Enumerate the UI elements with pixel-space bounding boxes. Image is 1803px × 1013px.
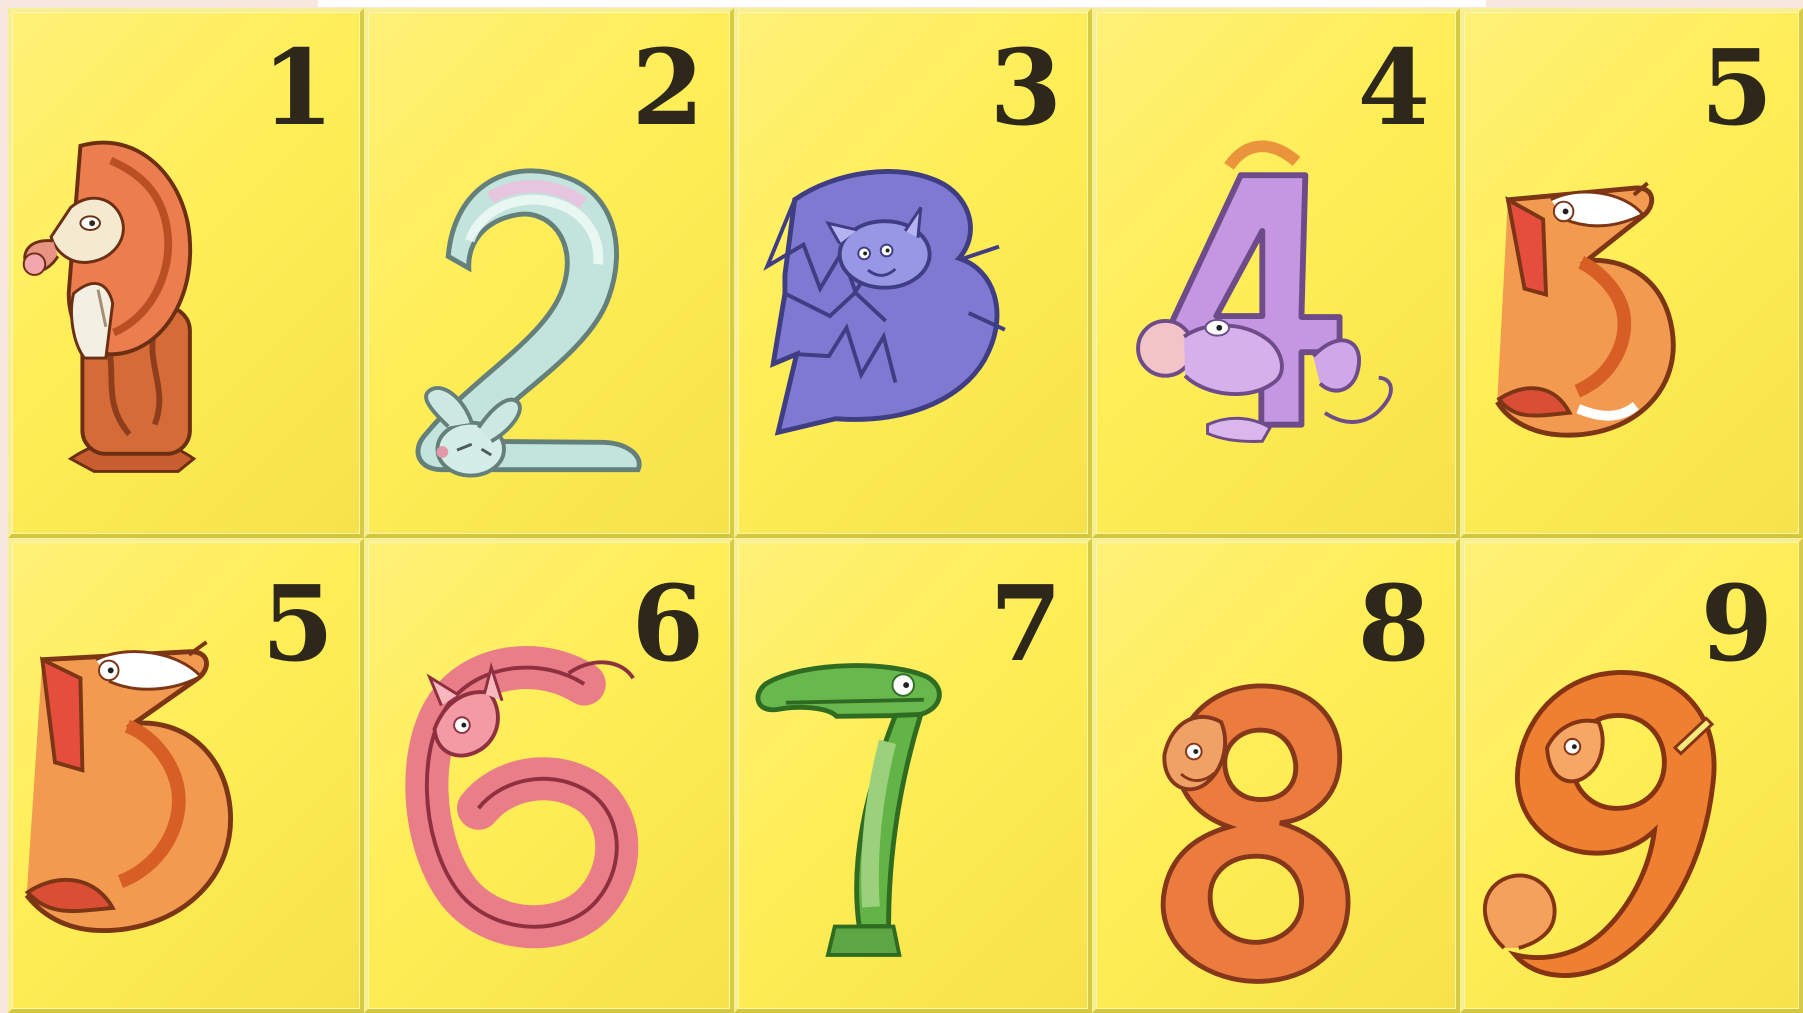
card-number-3: 3	[989, 26, 1062, 149]
number-card-2	[364, 8, 734, 538]
top-white-strip	[318, 0, 1486, 7]
card-number-5-top: 5	[1700, 26, 1773, 149]
card-number-8: 8	[1357, 562, 1430, 685]
card-number-5-bottom: 5	[261, 562, 334, 685]
number-card-9	[1460, 538, 1803, 1013]
hedgehog-illustration	[12, 12, 360, 534]
number-card-6	[364, 538, 734, 1013]
card-number-2: 2	[631, 26, 704, 149]
crocodile-illustration	[738, 542, 1088, 1009]
number-card-5-top	[1460, 8, 1803, 538]
number-card-7	[734, 538, 1092, 1013]
number-card-grid	[8, 8, 1803, 1013]
squirrel-illustration	[1464, 542, 1799, 1009]
number-card-board	[8, 8, 1803, 1013]
number-card-1	[8, 8, 364, 538]
number-card-5-bottom	[8, 538, 364, 1013]
bunny-illustration	[368, 12, 730, 534]
bat-illustration	[738, 12, 1088, 534]
number-card-8	[1092, 538, 1460, 1013]
number-card-4	[1092, 8, 1460, 538]
card-number-1: 1	[261, 26, 334, 149]
mouse-illustration	[1096, 12, 1456, 534]
monkey-illustration	[1096, 542, 1456, 1009]
fox-illustration-bottom	[12, 542, 360, 1009]
card-number-9: 9	[1700, 562, 1773, 685]
fox-illustration-top	[1464, 12, 1799, 534]
number-card-3	[734, 8, 1092, 538]
card-number-7: 7	[989, 562, 1062, 685]
card-number-4: 4	[1357, 26, 1430, 149]
cat-illustration	[368, 542, 730, 1009]
card-number-6: 6	[631, 562, 704, 685]
